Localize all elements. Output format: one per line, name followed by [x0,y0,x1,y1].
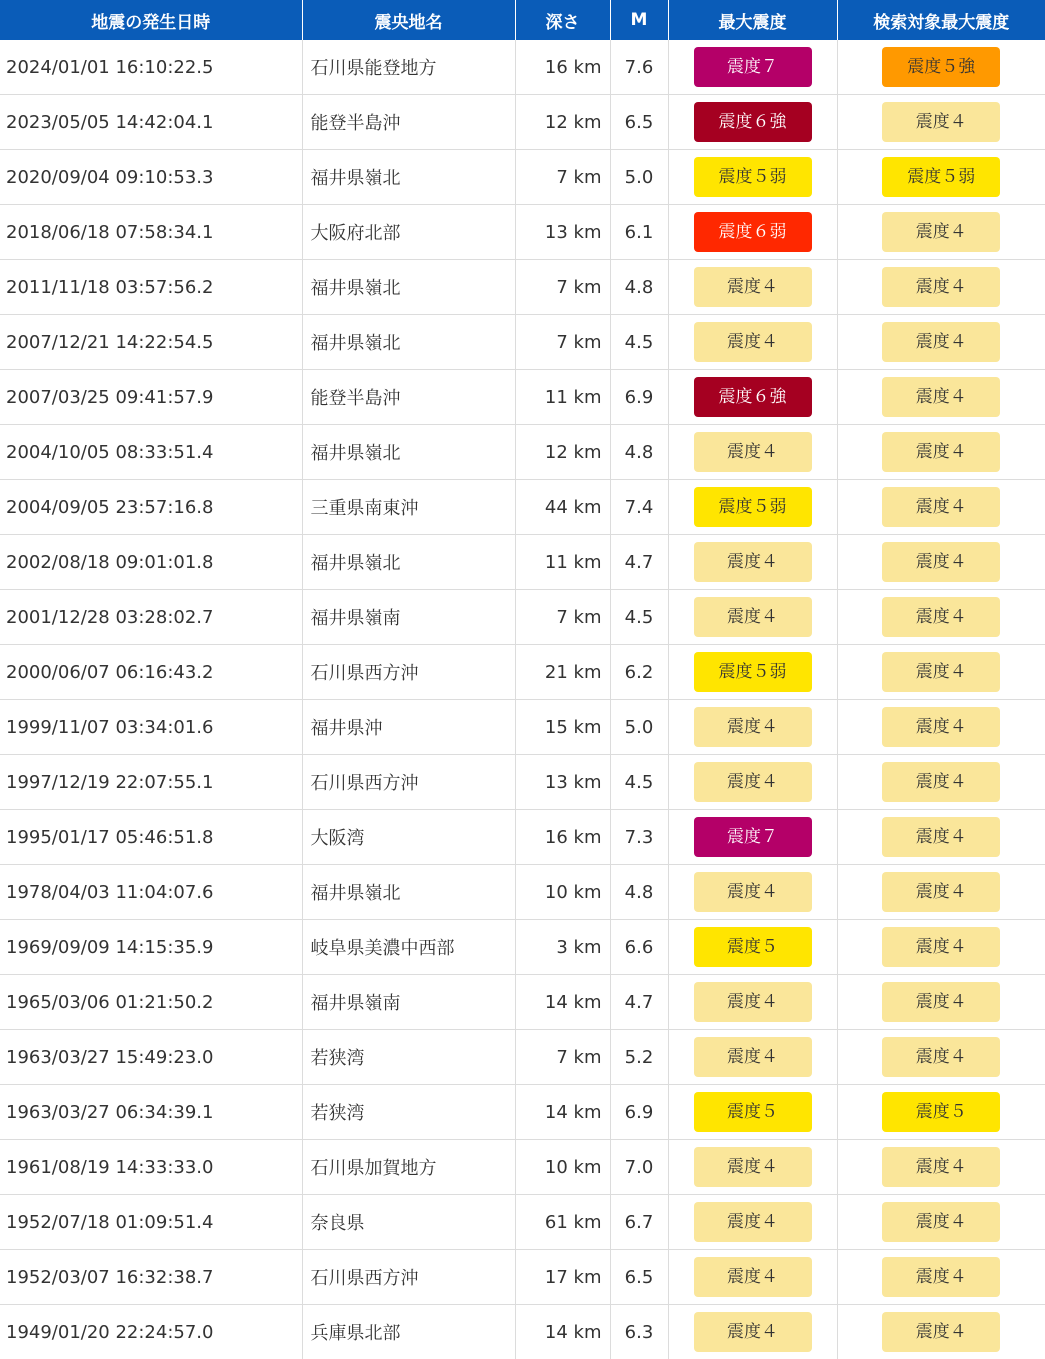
max-intensity-badge: 震度４ [694,322,812,362]
epicenter-cell: 石川県西方沖 [302,755,515,810]
search-max-intensity-badge: 震度４ [882,652,1000,692]
max-intensity-cell [668,150,837,205]
datetime-cell: 1952/03/07 16:32:38.7 [0,1250,302,1305]
depth-cell: 14 km [515,975,610,1030]
max-intensity-badge: 震度４ [694,597,812,637]
magnitude-cell: 4.7 [610,535,668,590]
max-intensity-cell [668,40,837,95]
column-header-date[interactable]: 地震の発生日時 [0,0,302,40]
datetime-cell: 1963/03/27 06:34:39.1 [0,1085,302,1140]
magnitude-cell: 7.0 [610,1140,668,1195]
search-max-intensity-cell [837,975,1045,1030]
max-intensity-cell [668,535,837,590]
max-intensity-badge: 震度４ [694,1312,812,1352]
column-header-magnitude[interactable]: M [610,0,668,40]
epicenter-cell: 石川県西方沖 [302,1250,515,1305]
magnitude-cell: 4.8 [610,425,668,480]
search-max-intensity-badge: 震度４ [882,542,1000,582]
magnitude-cell: 4.7 [610,975,668,1030]
datetime-cell: 1965/03/06 01:21:50.2 [0,975,302,1030]
search-max-intensity-cell [837,480,1045,535]
epicenter-cell: 福井県嶺北 [302,260,515,315]
search-max-intensity-cell [837,1250,1045,1305]
header-row [0,0,1045,40]
magnitude-cell: 4.8 [610,260,668,315]
depth-cell: 21 km [515,645,610,700]
search-max-intensity-cell [837,1030,1045,1085]
epicenter-cell: 福井県嶺南 [302,590,515,645]
max-intensity-badge: 震度４ [694,1037,812,1077]
max-intensity-badge: 震度４ [694,707,812,747]
max-intensity-cell [668,1305,837,1359]
max-intensity-badge: 震度５ [694,927,812,967]
search-max-intensity-badge: 震度４ [882,982,1000,1022]
depth-cell: 15 km [515,700,610,755]
table-row[interactable] [0,865,1045,920]
epicenter-cell: 福井県嶺北 [302,425,515,480]
max-intensity-badge: 震度４ [694,432,812,472]
depth-cell: 13 km [515,205,610,260]
datetime-cell: 1963/03/27 15:49:23.0 [0,1030,302,1085]
max-intensity-cell [668,865,837,920]
datetime-cell: 1949/01/20 22:24:57.0 [0,1305,302,1359]
epicenter-cell: 若狭湾 [302,1085,515,1140]
epicenter-cell: 福井県嶺北 [302,315,515,370]
datetime-cell: 2020/09/04 09:10:53.3 [0,150,302,205]
magnitude-cell: 6.2 [610,645,668,700]
table-header [0,0,1045,40]
search-max-intensity-cell [837,205,1045,260]
magnitude-cell: 6.9 [610,1085,668,1140]
max-intensity-badge: 震度６強 [694,102,812,142]
table-row[interactable] [0,645,1045,700]
max-intensity-cell [668,755,837,810]
max-intensity-badge: 震度４ [694,1202,812,1242]
magnitude-cell: 4.5 [610,315,668,370]
epicenter-cell: 石川県能登地方 [302,40,515,95]
search-max-intensity-cell [837,700,1045,755]
table-row[interactable] [0,205,1045,260]
max-intensity-cell [668,1140,837,1195]
column-header-max-intensity[interactable]: 最大震度 [668,0,837,40]
max-intensity-cell [668,1250,837,1305]
datetime-cell: 2024/01/01 16:10:22.5 [0,40,302,95]
datetime-cell: 1961/08/19 14:33:33.0 [0,1140,302,1195]
table-row[interactable] [0,1030,1045,1085]
max-intensity-cell [668,700,837,755]
table-row[interactable] [0,810,1045,865]
max-intensity-badge: 震度４ [694,267,812,307]
max-intensity-cell [668,95,837,150]
epicenter-cell: 若狭湾 [302,1030,515,1085]
magnitude-cell: 7.3 [610,810,668,865]
table-row[interactable] [0,700,1045,755]
depth-cell: 16 km [515,810,610,865]
max-intensity-cell [668,1085,837,1140]
magnitude-cell: 6.7 [610,1195,668,1250]
epicenter-cell: 福井県沖 [302,700,515,755]
max-intensity-badge: 震度５弱 [694,652,812,692]
magnitude-cell: 4.8 [610,865,668,920]
datetime-cell: 2002/08/18 09:01:01.8 [0,535,302,590]
epicenter-cell: 福井県嶺北 [302,150,515,205]
magnitude-cell: 4.5 [610,590,668,645]
epicenter-cell: 大阪府北部 [302,205,515,260]
max-intensity-badge: 震度７ [694,47,812,87]
magnitude-cell: 6.9 [610,370,668,425]
search-max-intensity-badge: 震度４ [882,432,1000,472]
depth-cell: 7 km [515,315,610,370]
epicenter-cell: 能登半島沖 [302,370,515,425]
search-max-intensity-badge: 震度４ [882,267,1000,307]
epicenter-cell: 福井県嶺北 [302,535,515,590]
search-max-intensity-badge: 震度４ [882,1037,1000,1077]
max-intensity-cell [668,975,837,1030]
datetime-cell: 1997/12/19 22:07:55.1 [0,755,302,810]
table-row[interactable] [0,260,1045,315]
search-max-intensity-cell [837,1140,1045,1195]
depth-cell: 12 km [515,425,610,480]
search-max-intensity-badge: 震度４ [882,322,1000,362]
max-intensity-cell [668,590,837,645]
depth-cell: 14 km [515,1085,610,1140]
search-max-intensity-cell [837,645,1045,700]
depth-cell: 3 km [515,920,610,975]
datetime-cell: 2007/03/25 09:41:57.9 [0,370,302,425]
datetime-cell: 1969/09/09 14:15:35.9 [0,920,302,975]
max-intensity-cell [668,810,837,865]
magnitude-cell: 6.1 [610,205,668,260]
table-row[interactable] [0,535,1045,590]
column-header-search-max-intensity[interactable]: 検索対象最大震度 [837,0,1045,40]
depth-cell: 16 km [515,40,610,95]
depth-cell: 12 km [515,95,610,150]
table-row[interactable] [0,425,1045,480]
max-intensity-cell [668,260,837,315]
table-row[interactable] [0,40,1045,95]
depth-cell: 10 km [515,865,610,920]
datetime-cell: 2018/06/18 07:58:34.1 [0,205,302,260]
table-row[interactable] [0,920,1045,975]
magnitude-cell: 5.2 [610,1030,668,1085]
table-row[interactable] [0,150,1045,205]
max-intensity-badge: 震度４ [694,1257,812,1297]
table-row[interactable] [0,370,1045,425]
search-max-intensity-badge: 震度４ [882,817,1000,857]
max-intensity-cell [668,645,837,700]
search-max-intensity-cell [837,1195,1045,1250]
table-row[interactable] [0,975,1045,1030]
search-max-intensity-badge: 震度５弱 [882,157,1000,197]
table-row[interactable] [0,1140,1045,1195]
search-max-intensity-badge: 震度４ [882,377,1000,417]
depth-cell: 44 km [515,480,610,535]
table-row[interactable] [0,315,1045,370]
search-max-intensity-badge: 震度４ [882,762,1000,802]
datetime-cell: 2011/11/18 03:57:56.2 [0,260,302,315]
datetime-cell: 2004/10/05 08:33:51.4 [0,425,302,480]
max-intensity-badge: 震度４ [694,762,812,802]
epicenter-cell: 石川県加賀地方 [302,1140,515,1195]
epicenter-cell: 奈良県 [302,1195,515,1250]
magnitude-cell: 6.5 [610,1250,668,1305]
search-max-intensity-badge: 震度４ [882,1312,1000,1352]
depth-cell: 17 km [515,1250,610,1305]
table-row[interactable] [0,1305,1045,1359]
max-intensity-badge: 震度４ [694,982,812,1022]
epicenter-cell: 能登半島沖 [302,95,515,150]
search-max-intensity-cell [837,150,1045,205]
datetime-cell: 2000/06/07 06:16:43.2 [0,645,302,700]
datetime-cell: 1978/04/03 11:04:07.6 [0,865,302,920]
magnitude-cell: 6.3 [610,1305,668,1359]
search-max-intensity-badge: 震度４ [882,212,1000,252]
search-max-intensity-cell [837,535,1045,590]
table-row[interactable] [0,1195,1045,1250]
search-max-intensity-badge: 震度４ [882,707,1000,747]
max-intensity-cell [668,1030,837,1085]
max-intensity-cell [668,1195,837,1250]
epicenter-cell: 大阪湾 [302,810,515,865]
search-max-intensity-cell [837,590,1045,645]
max-intensity-cell [668,205,837,260]
datetime-cell: 1952/07/18 01:09:51.4 [0,1195,302,1250]
magnitude-cell: 7.4 [610,480,668,535]
datetime-cell: 2001/12/28 03:28:02.7 [0,590,302,645]
table-row[interactable] [0,480,1045,535]
table-row[interactable] [0,1085,1045,1140]
max-intensity-cell [668,315,837,370]
depth-cell: 11 km [515,370,610,425]
search-max-intensity-badge: 震度５ [882,1092,1000,1132]
search-max-intensity-badge: 震度４ [882,102,1000,142]
magnitude-cell: 6.5 [610,95,668,150]
column-header-place[interactable]: 震央地名 [302,0,515,40]
table-row[interactable] [0,95,1045,150]
depth-cell: 7 km [515,260,610,315]
search-max-intensity-badge: 震度４ [882,487,1000,527]
max-intensity-badge: 震度７ [694,817,812,857]
max-intensity-cell [668,480,837,535]
magnitude-cell: 5.0 [610,700,668,755]
max-intensity-cell [668,920,837,975]
depth-cell: 13 km [515,755,610,810]
search-max-intensity-cell [837,260,1045,315]
datetime-cell: 2004/09/05 23:57:16.8 [0,480,302,535]
search-max-intensity-cell [837,865,1045,920]
search-max-intensity-cell [837,1305,1045,1359]
depth-cell: 11 km [515,535,610,590]
magnitude-cell: 5.0 [610,150,668,205]
depth-cell: 7 km [515,150,610,205]
search-max-intensity-badge: 震度５強 [882,47,1000,87]
epicenter-cell: 石川県西方沖 [302,645,515,700]
search-max-intensity-badge: 震度４ [882,1202,1000,1242]
epicenter-cell: 福井県嶺北 [302,865,515,920]
depth-cell: 7 km [515,1030,610,1085]
table-row[interactable] [0,755,1045,810]
search-max-intensity-badge: 震度４ [882,927,1000,967]
max-intensity-badge: 震度５弱 [694,487,812,527]
max-intensity-cell [668,370,837,425]
max-intensity-badge: 震度４ [694,872,812,912]
search-max-intensity-cell [837,425,1045,480]
depth-cell: 10 km [515,1140,610,1195]
search-max-intensity-cell [837,370,1045,425]
max-intensity-badge: 震度６弱 [694,212,812,252]
search-max-intensity-cell [837,810,1045,865]
epicenter-cell: 福井県嶺南 [302,975,515,1030]
max-intensity-badge: 震度５ [694,1092,812,1132]
depth-cell: 7 km [515,590,610,645]
magnitude-cell: 7.6 [610,40,668,95]
max-intensity-badge: 震度５弱 [694,157,812,197]
datetime-cell: 2007/12/21 14:22:54.5 [0,315,302,370]
datetime-cell: 1999/11/07 03:34:01.6 [0,700,302,755]
depth-cell: 61 km [515,1195,610,1250]
search-max-intensity-badge: 震度４ [882,1147,1000,1187]
table-row[interactable] [0,590,1045,645]
max-intensity-badge: 震度４ [694,542,812,582]
magnitude-cell: 4.5 [610,755,668,810]
search-max-intensity-cell [837,755,1045,810]
max-intensity-cell [668,425,837,480]
search-max-intensity-cell [837,1085,1045,1140]
depth-cell: 14 km [515,1305,610,1359]
datetime-cell: 1995/01/17 05:46:51.8 [0,810,302,865]
table-body [0,40,1045,1359]
column-header-depth[interactable]: 深さ [515,0,610,40]
datetime-cell: 2023/05/05 14:42:04.1 [0,95,302,150]
search-max-intensity-cell [837,40,1045,95]
magnitude-cell: 6.6 [610,920,668,975]
table-row[interactable] [0,1250,1045,1305]
epicenter-cell: 岐阜県美濃中西部 [302,920,515,975]
search-max-intensity-badge: 震度４ [882,872,1000,912]
epicenter-cell: 兵庫県北部 [302,1305,515,1359]
search-max-intensity-badge: 震度４ [882,597,1000,637]
search-max-intensity-cell [837,920,1045,975]
search-max-intensity-cell [837,315,1045,370]
max-intensity-badge: 震度４ [694,1147,812,1187]
search-max-intensity-cell [837,95,1045,150]
epicenter-cell: 三重県南東沖 [302,480,515,535]
search-max-intensity-badge: 震度４ [882,1257,1000,1297]
max-intensity-badge: 震度６強 [694,377,812,417]
